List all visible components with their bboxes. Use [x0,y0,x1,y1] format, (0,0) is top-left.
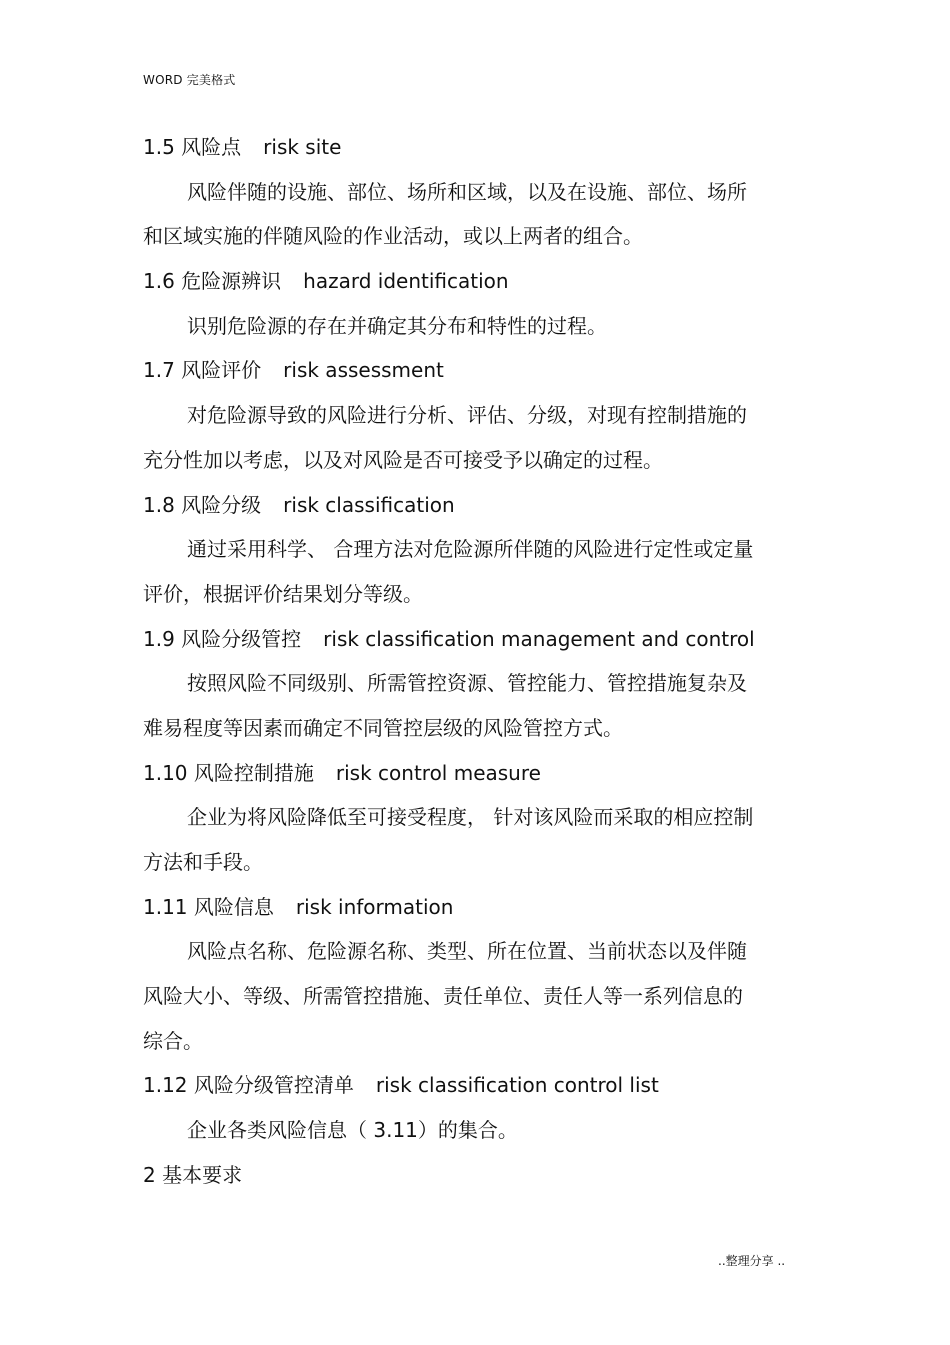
heading-term-en: risk classification control list [375,1073,659,1098]
section-heading [143,1066,803,1111]
heading-number-cn: 1.6 危险源辨识 [143,269,282,294]
heading-number-cn: 1.10 风险控制措施 [143,760,314,785]
paragraph-line: 识别危险源的存在并确定其分布和特性的过程。 [187,313,607,338]
paragraph-line: 充分性加以考虑，以及对风险是否可接受予以确定的过程。 [143,447,663,472]
heading-term-en: risk control measure [335,760,541,785]
section-heading [143,486,803,531]
paragraph-line: 难易程度等因素而确定不同管控层级的风险管控方式。 [143,715,623,740]
paragraph-line: 风险点名称、危险源名称、类型、所在位置、当前状态以及伴随 [187,939,747,964]
heading-number-cn: 1.7 风险评价 [143,358,262,383]
paragraph-line: 和区域实施的伴随风险的作业活动，或以上两者的组合。 [143,224,643,249]
paragraph-line: 综合。 [143,1028,203,1053]
heading-term-en: risk information [295,894,454,919]
section-heading [143,262,803,307]
paragraph-line: 企业为将风险降低至可接受程度， 针对该风险而采取的相应控制 [187,805,754,830]
heading-term-en: risk site [263,135,342,159]
heading-term-en: risk classification management and control [323,626,755,651]
paragraph-line: 对危险源导致的风险进行分析、评估、分级，对现有控制措施的 [187,403,747,428]
paragraph-line: 按照风险不同级别、所需管控资源、管控能力、管控措施复杂及 [187,671,747,696]
document-body [143,128,803,1201]
chapter-heading: 2 基本要求 [143,1162,243,1187]
paragraph-line: 风险大小、等级、所需管控措施、责任单位、责任人等一系列信息的 [143,984,743,1009]
page-footer: ..整理分享 .. [718,1254,786,1268]
section-heading [143,620,803,665]
heading-number-cn: 1.9 风险分级管控 [143,626,302,651]
paragraph-line: 方法和手段。 [143,850,263,874]
heading-term-en: hazard identification [303,269,509,294]
heading-number-cn: 1.8 风险分级 [143,492,262,517]
paragraph-line: 评价，根据评价结果划分等级。 [143,581,423,606]
heading-number-cn: 1.11 风险信息 [143,894,274,919]
heading-term-en: risk assessment [283,358,444,383]
page-header: WORD 完美格式 [143,73,236,87]
heading-number-cn: 1.12 风险分级管控清单 [143,1073,354,1098]
heading-number-cn: 1.5 风险点 [143,135,242,159]
heading-term-en: risk classification [283,492,455,517]
section-heading [143,888,803,933]
section-heading [143,351,803,396]
section-heading [143,128,803,173]
paragraph-line: 风险伴随的设施、部位、场所和区域，以及在设施、部位、场所 [187,179,747,204]
paragraph-line: 通过采用科学、 合理方法对危险源所伴随的风险进行定性或定量 [187,537,754,562]
section-heading [143,754,803,799]
paragraph-line: 企业各类风险信息（ 3.11）的集合。 [187,1118,518,1143]
